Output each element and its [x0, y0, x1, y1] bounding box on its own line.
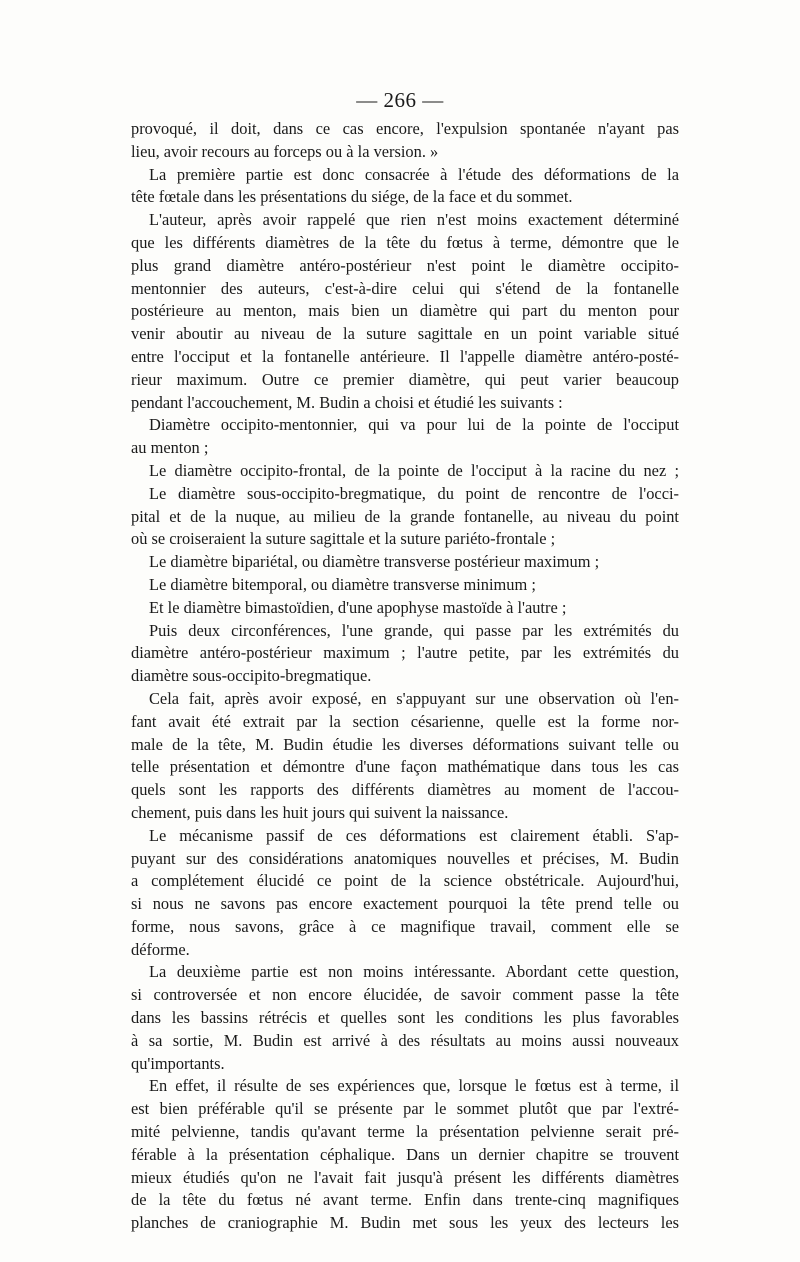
- text-line: si nous ne savons pas encore exactement pourquoi la tête prend telle ou: [131, 894, 679, 914]
- text-line: Le diamètre sous-occipito-bregmatique, du point de rencontre de l'occi-: [149, 483, 679, 503]
- text-line: En effet, il résulte de ses expériences que, lorsque le fœtus est à terme, il: [149, 1076, 679, 1096]
- text-line: diamètre sous-occipito-bregmatique.: [131, 666, 372, 686]
- text-line: Diamètre occipito-mentonnier, qui va pour lui de la pointe de l'occiput: [149, 415, 679, 435]
- page-number: — 266 —: [356, 88, 444, 112]
- text-line: L'auteur, après avoir rappelé que rien n'est moins exactement déterminé: [149, 210, 679, 230]
- text-line: fant avait été extrait par la section césarienne, quelle est la forme nor-: [131, 711, 679, 731]
- text-line: diamètre antéro-postérieur maximum ; l'autre petite, par les extrémités du: [131, 643, 679, 663]
- text-line: Le mécanisme passif de ces déformations est clairement établi. S'ap-: [149, 825, 679, 845]
- text-line: de la tête du fœtus né avant terme. Enfin dans trente-cinq magnifiques: [131, 1190, 679, 1210]
- text-line: planches de craniographie M. Budin met sous les yeux des lecteurs les: [131, 1213, 679, 1233]
- text-line: Et le diamètre bimastoïdien, d'une apophyse mastoïde à l'autre ;: [149, 597, 567, 617]
- text-line: rieur maximum. Outre ce premier diamètre, qui peut varier beaucoup: [131, 369, 679, 389]
- text-line: a complétement élucidé ce point de la science obstétricale. Aujourd'hui,: [131, 871, 679, 891]
- text-line: dans les bassins rétrécis et quelles sont les conditions les plus favorables: [131, 1008, 679, 1028]
- text-line: déforme.: [131, 939, 190, 959]
- text-line: forme, nous savons, grâce à ce magnifique travail, comment elle se: [131, 916, 679, 936]
- text-line: quels sont les rapports des différents diamètres au moment de l'accou-: [131, 780, 679, 800]
- text-line: Puis deux circonférences, l'une grande, qui passe par les extrémités du: [149, 620, 679, 640]
- text-line: mieux étudiés qu'on ne l'avait fait jusqu'à présent les différents diamètres: [131, 1167, 679, 1187]
- text-line: férable à la présentation céphalique. Dans un dernier chapitre se trouvent: [131, 1144, 679, 1164]
- text-line: pendant l'accouchement, M. Budin a choisi et étudié les suivants :: [131, 392, 563, 412]
- text-line: au menton ;: [131, 438, 209, 458]
- text-line: tête fœtale dans les présentations du siége, de la face et du sommet.: [131, 187, 573, 207]
- text-line: Le diamètre bitemporal, ou diamètre transverse minimum ;: [149, 574, 536, 594]
- text-line: La première partie est donc consacrée à l'étude des déformations de la: [149, 164, 679, 184]
- text-line: male de la tête, M. Budin étudie les diverses déformations suivant telle ou: [131, 734, 679, 754]
- text-line: provoqué, il doit, dans ce cas encore, l'expulsion spontanée n'ayant pas: [131, 119, 679, 138]
- text-line: chement, puis dans les huit jours qui suivent la naissance.: [131, 802, 509, 822]
- text-line: La deuxième partie est non moins intéressante. Abordant cette question,: [149, 962, 679, 982]
- text-line: plus grand diamètre antéro-postérieur n'est point le diamètre occipito-: [131, 255, 679, 275]
- body-text: [131, 118, 679, 1235]
- text-line: où se croiseraient la suture sagittale et la suture pariéto-frontale ;: [131, 529, 556, 549]
- text-line: à sa sortie, M. Budin est arrivé à des résultats au moins aussi nouveaux: [131, 1030, 679, 1050]
- text-line: puyant sur des considérations anatomiques nouvelles et précises, M. Budin: [131, 848, 679, 868]
- text-line: entre l'occiput et la fontanelle antérieure. Il l'appelle diamètre antéro-posté-: [131, 346, 679, 366]
- text-line: mité pelvienne, tandis qu'avant terme la présentation pelvienne serait pré-: [131, 1122, 679, 1142]
- text-line: postérieure au menton, mais bien un diamètre qui part du menton pour: [131, 301, 679, 321]
- text-line: qu'importants.: [131, 1053, 225, 1073]
- text-line: si controversée et non encore élucidée, de savoir comment passe la tête: [131, 985, 679, 1005]
- text-line: venir aboutir au niveau de la suture sagittale en un point variable situé: [131, 324, 679, 344]
- text-line: est bien préférable qu'il se présente par le sommet plutôt que par l'extré-: [131, 1099, 679, 1119]
- text-line: telle présentation et démontre d'une façon mathématique dans tous les cas: [131, 757, 679, 777]
- text-line: Le diamètre occipito-frontal, de la pointe de l'occiput à la racine du nez ;: [149, 460, 679, 480]
- text-line: Cela fait, après avoir exposé, en s'appuyant sur une observation où l'en-: [149, 688, 679, 708]
- text-line: lieu, avoir recours au forceps ou à la version. »: [131, 141, 439, 161]
- text-line: que les différents diamètres de la tête du fœtus à terme, démontre que le: [131, 232, 679, 252]
- text-line: mentonnier des auteurs, c'est-à-dire celui qui s'étend de la fontanelle: [131, 278, 679, 298]
- text-line: Le diamètre bipariétal, ou diamètre transverse postérieur maximum ;: [149, 552, 600, 572]
- text-line: pital et de la nuque, au milieu de la grande fontanelle, au niveau du point: [131, 506, 679, 526]
